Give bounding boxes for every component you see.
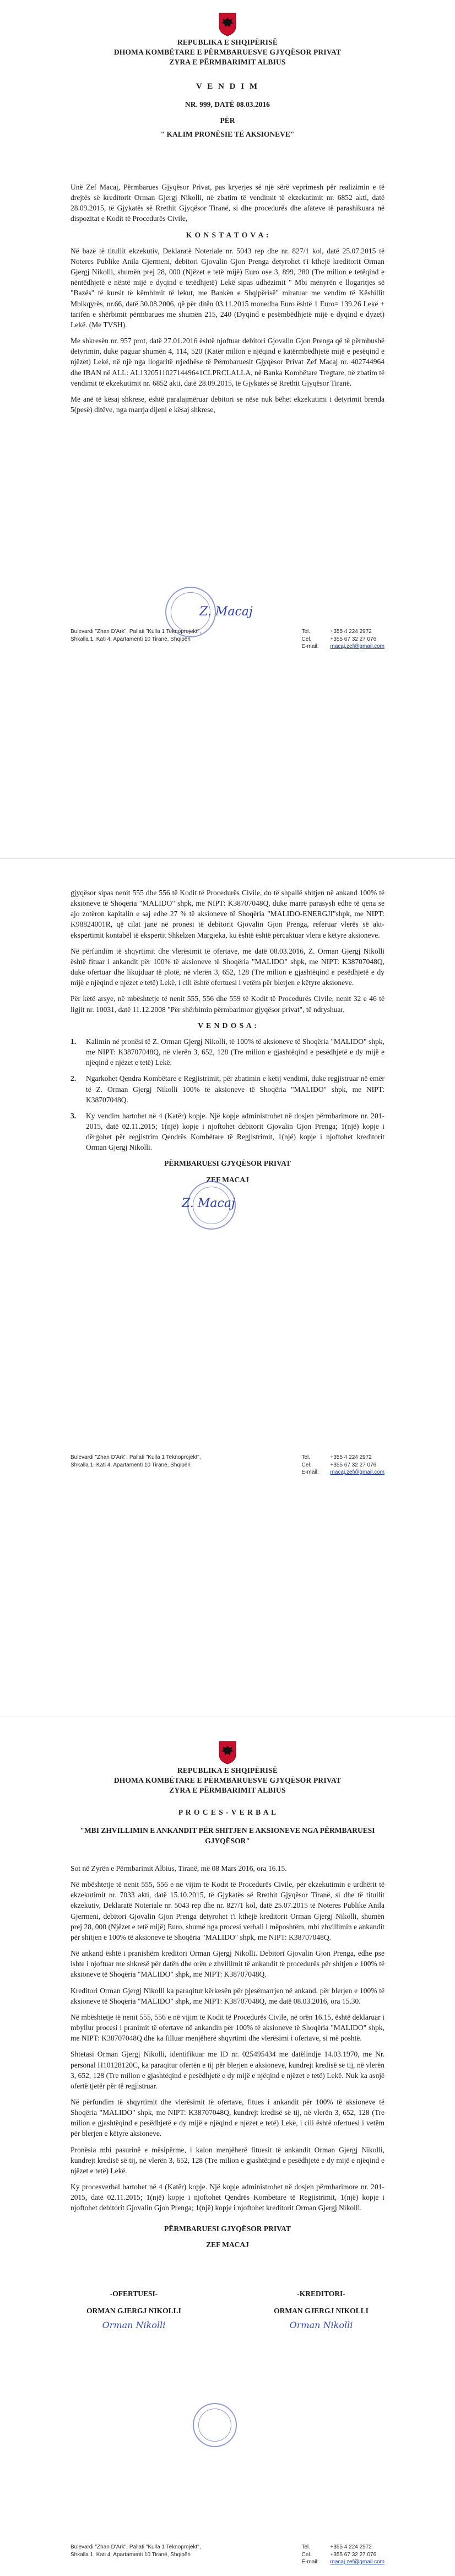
footer-cel-label: Cel. [301,2551,312,2558]
decision-per: PËR [220,116,235,125]
continuation-paragraph-1: gjyqësor sipas nenit 555 dhe 556 të Kodit të Procedurës Civile, do të shpallë shitjen në ankand 100% të aksioneve të Shoqëria "MALIDO" shpk, me NIPT: K38707048Q, duke marrë parasysh edhe të qena se ajo zotëron kapitalin e saj edhe 27 % të aksioneve të Shoqëria "MALIDO-ENERGJI"shpk, me NIPT: K98824001R, që cilat janë në pronësi të debitorit Gjovalin Gjon Prenga, referuar vlerës së akt-ekspertimit kontabël të ekspertit Shkelzen Margjeka, ku është është përcaktuar vlera e këtyre aksioneve. [71,889,384,939]
footer-contacts [301,1454,384,1476]
footer-tel: +355 4 224 2972 [330,1454,372,1460]
section-heading-konstatova: K O N S T A T O V A : [186,230,269,239]
creditor-block [258,2288,384,2335]
footer-tel-label: Tel. [301,2544,311,2550]
letterhead [0,1766,455,1796]
footer-cel: +355 67 32 27 076 [330,2551,377,2558]
footer-address: Bulevardi "Zhan D'Ark", Pallati "Kulla 1 Teknoprojekt", Shkalla 1, Kati 4, Apartamenti 10 Tiranë, Shqipëri [71,2544,201,2558]
offerer-signature-icon: Orman Nikolli [102,2319,166,2330]
minutes-paragraph-7: Pronësia mbi pasurinë e mësipërme, i kalon menjëherë fituesit të ankandit Orman Gjergj Nikolli, kundrejt kredisë së tij, në vlerën 3, 652, 128 (Tre milion e gjashtëqind e pesëdhjetë e dy mijë e njëqind e njëzet e tetë) Lekë. [71,2145,384,2175]
decision-item: 1. Kalimin në pronësi të Z. Orman Gjergj Nikolli, të 100% të aksioneve të Shoqëria "MALIDO" shpk, me NIPT: K38707048Q, në vlerën 3, 652, 128 (Tre milion e gjashtëqind e pesëdhjetë e dy mijë e njëqind e njëzet e tetë) Lekë. [71,1036,384,1068]
minutes-paragraph-6: Në përfundim të shqyrtimit dhe vlerësimit të ofertave, fitues i ankandit për 100% të aksioneve të Shoqëria "MALIDO" shpk, me NIPT: K38707048Q, kundrejt kredisë së tij, në vlerën 3, 652, 128 (Tre milion e gjashtëqind e pesëdhjetë e dy mijë e njëqind e njëzet e tetë) Lekë, i cili është ofertuesi i vetëm për blerjen e këtyre aksioneve. [71,2097,384,2138]
offerer-label: -OFERTUESI- [110,2289,158,2298]
decision-item: 3. Ky vendim hartohet në 4 (Katër) kopje. Një kopje administrohet në dosjen përmbarimore nr. 201-2015, datë 02.11.2015; 1(një) kopje i njoftohet debitorit Gjovalin Gjon Prenga; 1(një) kopje i dërgohet për regjistrim Qendrës Kombëtare të Regjistrimit, 1(një) kopje i njoftohet kreditorit Orman Gjergj Nikolli. [71,1111,384,1153]
albania-eagle-emblem-icon [216,1739,239,1766]
letterhead-office: ZYRA E PËRMBARIMIT ALBIUS [169,58,286,67]
footer-email-link[interactable]: macaj.zef@gmail.com [330,643,384,650]
decision-items [71,1036,384,1153]
footer-contacts [301,628,384,651]
decision-number: NR. 999, DATË 08.03.2016 [185,100,270,109]
creditor-name: ORMAN GJERGJ NIKOLLI [274,2307,369,2315]
decision-title: V E N D I M [196,82,259,91]
minutes-paragraph-8: Ky procesverbal hartohet në 4 (Katër) kopje. Një kopje administrohet në dosjen përmbarimore nr. 201-2015, datë 02.11.2015; 1(një) kopje i njoftohet Qendrës Kombëtare të Regjistrimit, 1(një) kopje i njoftohet debitorit Gjovalin Gjon Prenga; 1(një) kopje i njoftohet kreditorit Orman Gjergj Nikolli. [71,2183,384,2212]
decision-subject: " KALIM PRONËSIE TË AKSIONEVE" [160,130,295,139]
executor-title: PËRMBARUESI GJYQËSOR PRIVAT [164,1159,291,1168]
continuation-paragraph-2: Në përfundim të shqyrtimit dhe vlerësimit të ofertave, me datë 08.03.2016, Z. Orman Gjergj Nikolli është fituar i ankandit për 100% të aksioneve të Shoqëria "MALIDO" shpk, me NIPT: K38707048Q, duke ofertuar dhe likujduar të plotë, në vlerën 3, 652, 128 (Tre milion e gjashtëqind e pesëdhjetë e dy mijë e njëqind e njëzet e tetë) Lekë, i cili është ofertuesi i vetëm për blerjen e këtyre aksioneve. [71,946,384,987]
page-3 [0,1717,455,2576]
footer-tel: +355 4 224 2972 [330,629,372,635]
handwritten-signature-icon: Z. Macaj [182,1197,235,1210]
decision-item-text: Ngarkohet Qendra Kombëtare e Regjistrimit, për zbatimin e këtij vendimi, duke regjistruar në emër të Z. Orman Gjergj Nikolli 100% të aksioneve të Shoqëria "MALIDO" shpk, me NIPT: K38707048Q. [86,1074,384,1104]
minutes-paragraph-3: Kreditori Orman Gjergj Nikolli ka paraqitur kërkesën për pjesëmarrjen në ankand, për blerjen e 100% të aksioneve të Shoqëria "MALIDO" shpk, me NIPT: K38707048Q, me datë 08.03.2016, ora 15.30. [71,1986,384,2005]
footer-cel: +355 67 32 27 076 [330,636,377,642]
minutes-paragraph-1: Në mbështetje të nenit 555, 556 e në vijim të Kodit të Procedurës Civile, për ekzekutimin e urdhërit të ekzekutimit nr. 7033 akti, datë 15.10.2015, të Gjykatës së Rrethit Gjyqësor Tiranë, si dhe të titullit ekzekutiv, Deklaratë Noteriale nr. 5043 rep dhe nr. 827/1 kol, datë 25.07.2015 të Noteres Publike Anila Gjermeni, debitori Gjovalin Gjon Prenga detyrohet t'i kthejë kreditorit Orman Gjergj Nikolli, shumën prej 28, 000 (Njëzet e tetë mijë) Euro, shumë nga procesi verbali i mëposhtëm, mbi zhvillimin e ankandit për shitjen e 100% të aksioneve të Shoqëria "MALIDO" shpk, me NIPT: K38707048Q. [71,1880,384,1941]
executor-title: PËRMBARUESI GJYQËSOR PRIVAT [164,2224,291,2233]
letterhead-chamber: DHOMA KOMBËTARE E PËRMBARUESVE GJYQËSOR PRIVAT [113,1776,342,1785]
minutes-opening: Sot në Zyrën e Përmbarimit Albius, Tiranë, më 08 Mars 2016, ora 16.15. [71,1864,287,1873]
letterhead [0,37,455,68]
decision-paragraph-2: Me shkresën nr. 957 prot, datë 27.01.2016 është njoftuar debitori Gjovalin Gjon Prenga që të përmbushë detyrimin, duke paguar shumën 4, 114, 520 (Katër milion e njëqind e katërmbëdhjetë mijë e pesëqind e njëzet) Lekë, në një nga llogaritë rrjedhëse të Përmbaruesit Gjyqësor Privat Zef Macaj nr. 402744964 dhe IBAN në ALL: AL13205110271449641CLPRCLALLA, në Banka Kombëtare Tregtare, në zbatim të vendimit të ekzekutimit nr. 6852 akti, datë 28.09.2015, të Gjykatës së Rrethit Gjyqësor Tiranë. [71,337,384,387]
footer-address: Bulevardi "Zhan D'Ark", Pallati "Kulla 1 Teknoprojekt", Shkalla 1, Kati 4, Apartamenti 10 Tiranë, Shqipëri [71,629,201,642]
creditor-signature-icon: Orman Nikolli [289,2319,353,2330]
letterhead-country: REPUBLIKA E SHQIPËRISË [177,38,278,46]
decision-body [71,182,384,420]
page-2-footer [71,1454,384,1476]
minutes-subject: "MBI ZHVILLIMIN E ANKANDIT PËR SHITJEN E AKSIONEVE NGA PËRMBARUESI GJYQËSOR" [80,1826,375,1845]
footer-cel-label: Cel. [301,1462,312,1468]
footer-tel-label: Tel. [301,629,311,635]
footer-tel-label: Tel. [301,1454,311,1460]
minutes-body [71,1863,384,2335]
decision-paragraph-1: Në bazë të titullit ekzekutiv, Deklaratë Noteriale nr. 5043 rep dhe nr. 827/1 kol, datë 25.07.2015 të Noteres Publike Anila Gjermeni, debitori Gjovalin Gjon Prenga detyrohet t'i kthejë kreditorit Orman Gjergj Nikolli, shumën prej 28, 000 (Njëzet e tetë mijë) Euro ose 3, 899, 280 (Tre milion e tetëqind e nëntëdhjetë e nëntë mijë e dyqind e tetëdhjetë) Lekë sipas udhëzimit " Mbi mënyrën e llogaritjes së "Bazës" të kursit të këmbimit të lekut, me Bankën e Shqipërisë" miratuar me vendim të Këshillit Mbikqyrës, nr.66, datë 30.08.2006, që për ditën 03.11.2015 monedha Euro është 1 Euro= 139.26 Lekë + tarifën e shërbimit përmbarues me shumën 215, 240 (Dyqind e pesëmbëdhjetë mijë e dyqind e dyzet) Lekë. (Me TVSH). [71,246,384,329]
page-3-footer [71,2543,384,2566]
offerer-block [71,2288,197,2335]
offerer-name: ORMAN GJERGJ NIKOLLI [86,2307,181,2315]
executor-name: ZEF MACAJ [206,1175,249,1184]
letterhead-office: ZYRA E PËRMBARIMIT ALBIUS [169,1786,286,1795]
minutes-title: P R O C E S - V E R B A L [178,1807,277,1816]
minutes-paragraph-5: Shtetasi Orman Gjergj Nikolli, identifikuar me ID nr. 025495434 me datëlindje 14.03.1970, me Nr. personal H10128120C, ka paraqitur ofertën e tij për blerjen e aksioneve, kundrejt kredisë së tij, në vlerën 3, 652, 128 (Tre milion e gjashtëqind e pesëdhjetë e dy mijë e njëqind e njëzet e tetë) Lekë. Nuk ka asnjë ofertë tjetër për të regjistruar. [71,2050,384,2090]
footer-tel: +355 4 224 2972 [330,2544,372,2550]
albania-eagle-emblem-icon [216,11,239,37]
decision-item-text: Ky vendim hartohet në 4 (Katër) kopje. Një kopje administrohet në dosjen përmbarimore nr. 201-2015, datë 02.11.2015; 1(një) kopje i njoftohet debitorit Gjovalin Gjon Prenga; 1(një) kopje i dërgohet për regjistrim Qendrës Kombëtare të Regjistrimit, 1(një) kopje i njoftohet kreditorit Orman Gjergj Nikolli. [86,1111,384,1152]
page-2 [0,858,455,1717]
handwritten-signature-icon: Z. Macaj [199,605,253,619]
continuation-paragraph-3: Për këtë arsye, në mbështetje të nenit 555, 556 dhe 559 të Kodit të Procedurës Civile, nenit 32 e 46 të ligjit nr. 10031, datë 11.12.2008 "Për shërbimin përmbarimor gjyqësor privat", të ndryshuar, [71,994,384,1014]
decision-paragraph-3: Me anë të kësaj shkrese, është paralajmëruar debitori se nëse nuk bëhet ekzekutimi i detyrimit brenda 5(pesë) ditëve, nga marrja dijeni e kësaj shkrese, [71,394,384,414]
executor-name: ZEF MACAJ [206,2240,249,2249]
footer-email-label: E-mail: [301,1469,319,1475]
creditor-label: -KREDITORI- [297,2289,345,2298]
footer-cel: +355 67 32 27 076 [330,1462,377,1468]
letterhead-country: REPUBLIKA E SHQIPËRISË [177,1766,278,1774]
minutes-paragraph-4: Në mbështetje të nenit 555, 556 e në vijim të Kodit të Procedurës Civile, në orën 16.15, është deklaruar i mbyllur procesi i pranimit të ofertave në ankandin për 100% të aksioneve të Shoqëria "MALIDO" shpk, me NIPT: K38707048Q dhe ka filluar menjëherë shqyrtimi dhe vlerësimi i ofertave, si më poshtë. [71,2012,384,2043]
decision-continuation [71,887,384,1190]
footer-email-link[interactable]: macaj.zef@gmail.com [330,2559,384,2565]
footer-contacts [301,2543,384,2566]
footer-cel-label: Cel. [301,636,312,642]
footer-address: Bulevardi "Zhan D'Ark", Pallati "Kulla 1 Teknoprojekt", Shkalla 1, Kati 4, Apartamenti 10 Tiranë, Shqipëri [71,1454,201,1468]
page-1-footer [71,628,384,651]
letterhead-chamber: DHOMA KOMBËTARE E PËRMBARUESVE GJYQËSOR PRIVAT [113,48,342,57]
footer-email-label: E-mail: [301,2559,319,2565]
decision-item-text: Kalimin në pronësi të Z. Orman Gjergj Nikolli, të 100% të aksioneve të Shoqëria "MALIDO" shpk, me NIPT: K38707048Q, në vlerën 3, 652, 128 (Tre milion e gjashtëqind e pesëdhjetë e dy mijë e njëqind e njëzet e tetë) Lekë. [86,1037,384,1067]
page-1 [0,0,455,858]
section-heading-vendosa: V E N D O S A : [198,1021,257,1030]
signing-parties [71,2288,384,2335]
footer-email-label: E-mail: [301,643,319,650]
decision-intro: Unë Zef Macaj, Përmbarues Gjyqësor Privat, pas kryerjes së një sërë veprimesh për realizimin e të drejtës së kreditorit Orman Gjergj Nikolli, në zbatim të vendimit të ekzekutimit nr. 6852 akti, datë 28.09.2015, të Gjykatës së Rrethit Gjyqësor Tiranë, si dhe procedurës dhe afateve të parashikuara në dispozitat e Kodit të Procedurës Civile, [71,183,384,223]
decision-item: 2. Ngarkohet Qendra Kombëtare e Regjistrimit, për zbatimin e këtij vendimi, duke regjistruar në emër të Z. Orman Gjergj Nikolli 100% të aksioneve të Shoqëria "MALIDO" shpk, me NIPT: K38707048Q. [71,1073,384,1105]
office-stamp-icon [193,2403,237,2447]
footer-email-link[interactable]: macaj.zef@gmail.com [330,1469,384,1475]
minutes-paragraph-2: Në ankand është i pranishëm kreditori Orman Gjergj Nikolli. Debitori Gjovalin Gjon Prenga, edhe pse ishte i njoftuar me shkresë për datën dhe orën e zhvillimit të ankandit të procedurës për shitjen e 100% të aksioneve të Shoqëria "MALIDO" shpk, me NIPT: K38707048Q. [71,1949,384,1979]
